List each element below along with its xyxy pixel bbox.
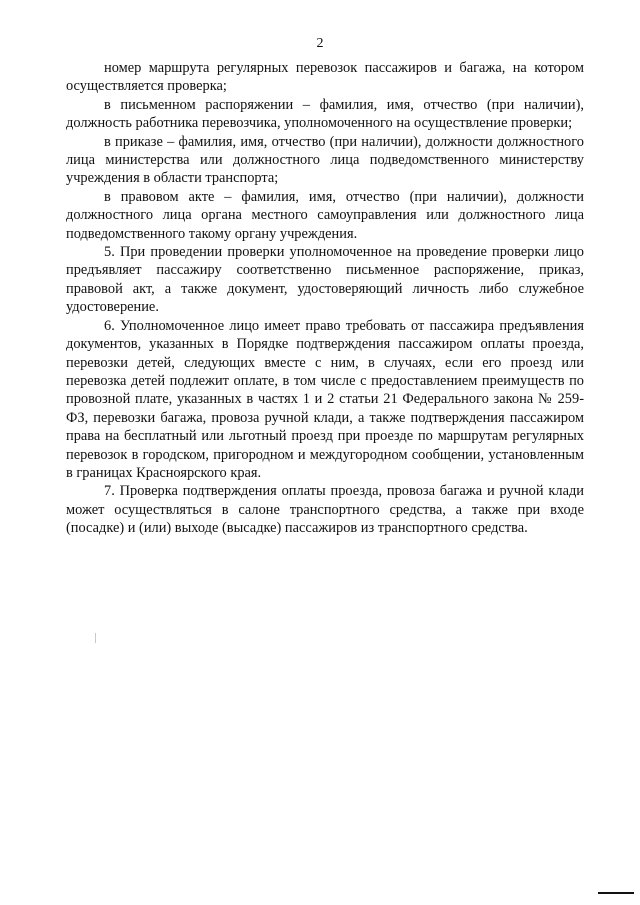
paragraph-item-6: 6. Уполномоченное лицо имеет право требовать от пассажира предъявления документов, указанных в Порядке подтверждения пассажиром оплаты проезда, перевозки детей, следующих вместе с ним, в случаях, если его проезд или перевозка детей подлежит оплате, в том числе с предоставлением преимуществ по провозной плате, указанных в частях 1 и 2 статьи 21 Федерального закона № 259-ФЗ, перевозки багажа, провоза ручной клади, а также подтверждения пассажиром права на бесплатный или льготный проезд при проезде по маршрутам регулярных перевозок в городском, пригородном и междугородном сообщении, установленным в границах Красноярского края. (66, 317, 584, 481)
footer-rule (598, 892, 634, 894)
paragraph-written-order: в письменном распоряжении – фамилия, имя, отчество (при наличии), должность работника перевозчика, уполномоченного на осуществление проверки; (66, 96, 584, 132)
paragraph-item-7: 7. Проверка подтверждения оплаты проезда, провоза багажа и ручной клади может осуществляться в салоне транспортного средства, а также при входе (посадке) и (или) выходе (высадке) пассажиров из транспортного средства. (66, 483, 584, 537)
document-body (66, 59, 584, 538)
paragraph-ministry-order: в приказе – фамилия, имя, отчество (при наличии), должности должностного лица министерства или должностного лица подведомственного министерству учреждения в области транспорта; (66, 133, 584, 187)
page-number: 2 (316, 36, 324, 51)
scan-artifact (95, 633, 96, 643)
paragraph-route-number: номер маршрута регулярных перевозок пассажиров и багажа, на котором осуществляется проверка; (66, 60, 584, 95)
paragraph-legal-act: в правовом акте – фамилия, имя, отчество (при наличии), должности должностного лица органа местного самоуправления или должностного лица подведомственного такому органу учреждения. (66, 188, 584, 242)
paragraph-item-5: 5. При проведении проверки уполномоченное на проведение проверки лицо предъявляет пассажиру соответственно письменное распоряжение, приказ, правовой акт, а также документ, удостоверяющий личность либо служебное удостоверение. (66, 244, 584, 316)
